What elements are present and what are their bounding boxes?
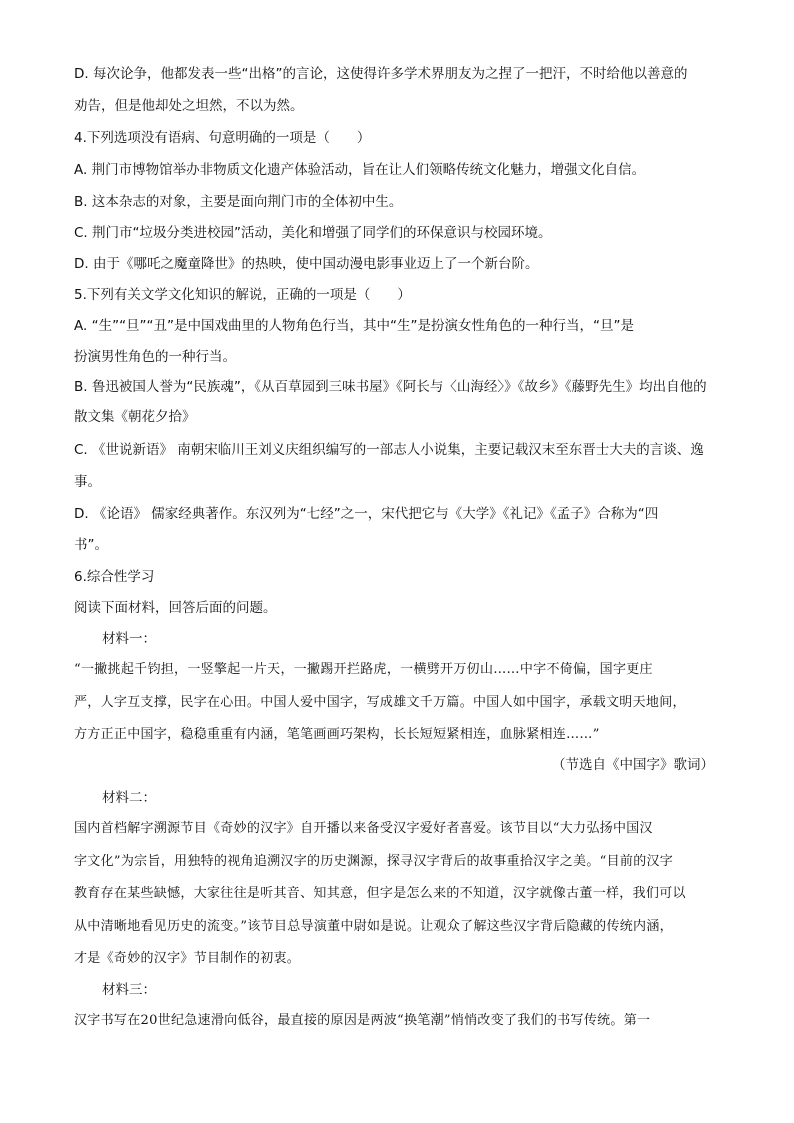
q4-stem: 4.下列选项没有语病、句意明确的一项是（ ） — [74, 130, 371, 146]
q3-option-d-line2: 劝告，但是他却处之坦然，不以为然。 — [74, 98, 304, 114]
q5-option-c-line1: C. 《世说新语》 南朝宋临川王刘义庆组织编写的一部志人小说集，主要记载汉末至东晋士大夫的言谈、逸 — [74, 442, 704, 458]
q5-stem: 5.下列有关文学文化知识的解说，正确的一项是（ ） — [74, 287, 411, 303]
material-1-line3: 方方正正中国字，稳稳重重有内涵，笔笔画画巧架构，长长短短紧相连，血脉紧相连……” — [74, 727, 600, 742]
material-2-line2: 字文化”为宗旨，用独特的视角追溯汉字的历史渊源，探寻汉字背后的故事重拾汉字之美。“目前的汉字 — [74, 854, 674, 869]
material-3-line1: 汉字书写在20世纪急速滑向低谷，最直接的原因是两波“换笔潮”悄悄改变了我们的书写传统。第一 — [74, 1013, 651, 1028]
material-2-heading: 材料二： — [102, 790, 156, 806]
q4-option-a: A. 荆门市博物馆举办非物质文化遗产体验活动，旨在让人们领略传统文化魅力，增强文化自信。 — [74, 162, 646, 178]
q6-instruction: 阅读下面材料，回答后面的问题。 — [74, 600, 277, 616]
material-1-heading: 材料一： — [102, 631, 156, 647]
material-1-line2: 严，人字互支撑，民字在心田。中国人爱中国字，写成雄文千万篇。中国人如中国字，承载文明天地间， — [74, 695, 686, 710]
material-2-line1: 国内首档解字溯源节目《奇妙的汉字》自开播以来备受汉字爱好者喜爱。该节目以“大力弘扬中国汉 — [74, 821, 653, 836]
q5-option-b-line1: B. 鲁迅被国人誉为“民族魂”，《从百草园到三味书屋》《阿长与〈山海经〉》《故乡》《藤野先生》均出自他的 — [74, 379, 707, 395]
q4-option-d: D. 由于《哪吒之魔童降世》的热映，使中国动漫电影事业迈上了一个新台阶。 — [74, 256, 539, 272]
material-2-line4: 从中清晰地看见历史的流变。”该节目总导演董中尉如是说。让观众了解这些汉字背后隐藏的传统内涵， — [74, 919, 673, 934]
q5-option-d-line1: D. 《论语》 儒家经典著作。东汉列为“七经”之一，宋代把它与《大学》《礼记》《孟子》合称为“四 — [74, 506, 659, 522]
q5-option-b-line2: 散文集《朝花夕拾》 — [74, 409, 196, 425]
q5-option-a-line2: 扮演男性角色的一种行当。 — [74, 349, 236, 365]
material-1-source: （节选自《中国字》歌词） — [552, 757, 714, 773]
q5-option-c-line2: 事。 — [74, 474, 101, 490]
q5-option-d-line2: 书”。 — [74, 537, 108, 553]
material-2-line5: 才是《奇妙的汉字》节目制作的初衷。 — [74, 951, 301, 966]
material-2-line3: 教育存在某些缺憾，大家往往是听其音、知其意，但字是怎么来的不知道，汉字就像古董一样，我们可以 — [74, 886, 686, 901]
q4-option-c: C. 荆门市“垃圾分类进校园”活动，美化和增强了同学们的环保意识与校园环境。 — [74, 225, 552, 241]
material-1-line1: “一撇挑起千钧担，一竖擎起一片天，一撇踢开拦路虎，一横劈开万仞山……中字不倚偏，国字更庄 — [74, 662, 653, 677]
q6-title: 6.综合性学习 — [74, 569, 155, 585]
q4-option-b: B. 这本杂志的对象，主要是面向荆门市的全体初中生。 — [74, 194, 403, 210]
q3-option-d-line1: D. 每次论争，他都发表一些“出格”的言论，这使得许多学术界朋友为之捏了一把汗，不时给他以善意的 — [74, 66, 688, 82]
material-3-heading: 材料三： — [102, 982, 156, 998]
q5-option-a-line1: A. “生”“旦”“丑”是中国戏曲里的人物角色行当，其中“生”是扮演女性角色的一种行当，“旦”是 — [74, 318, 635, 334]
